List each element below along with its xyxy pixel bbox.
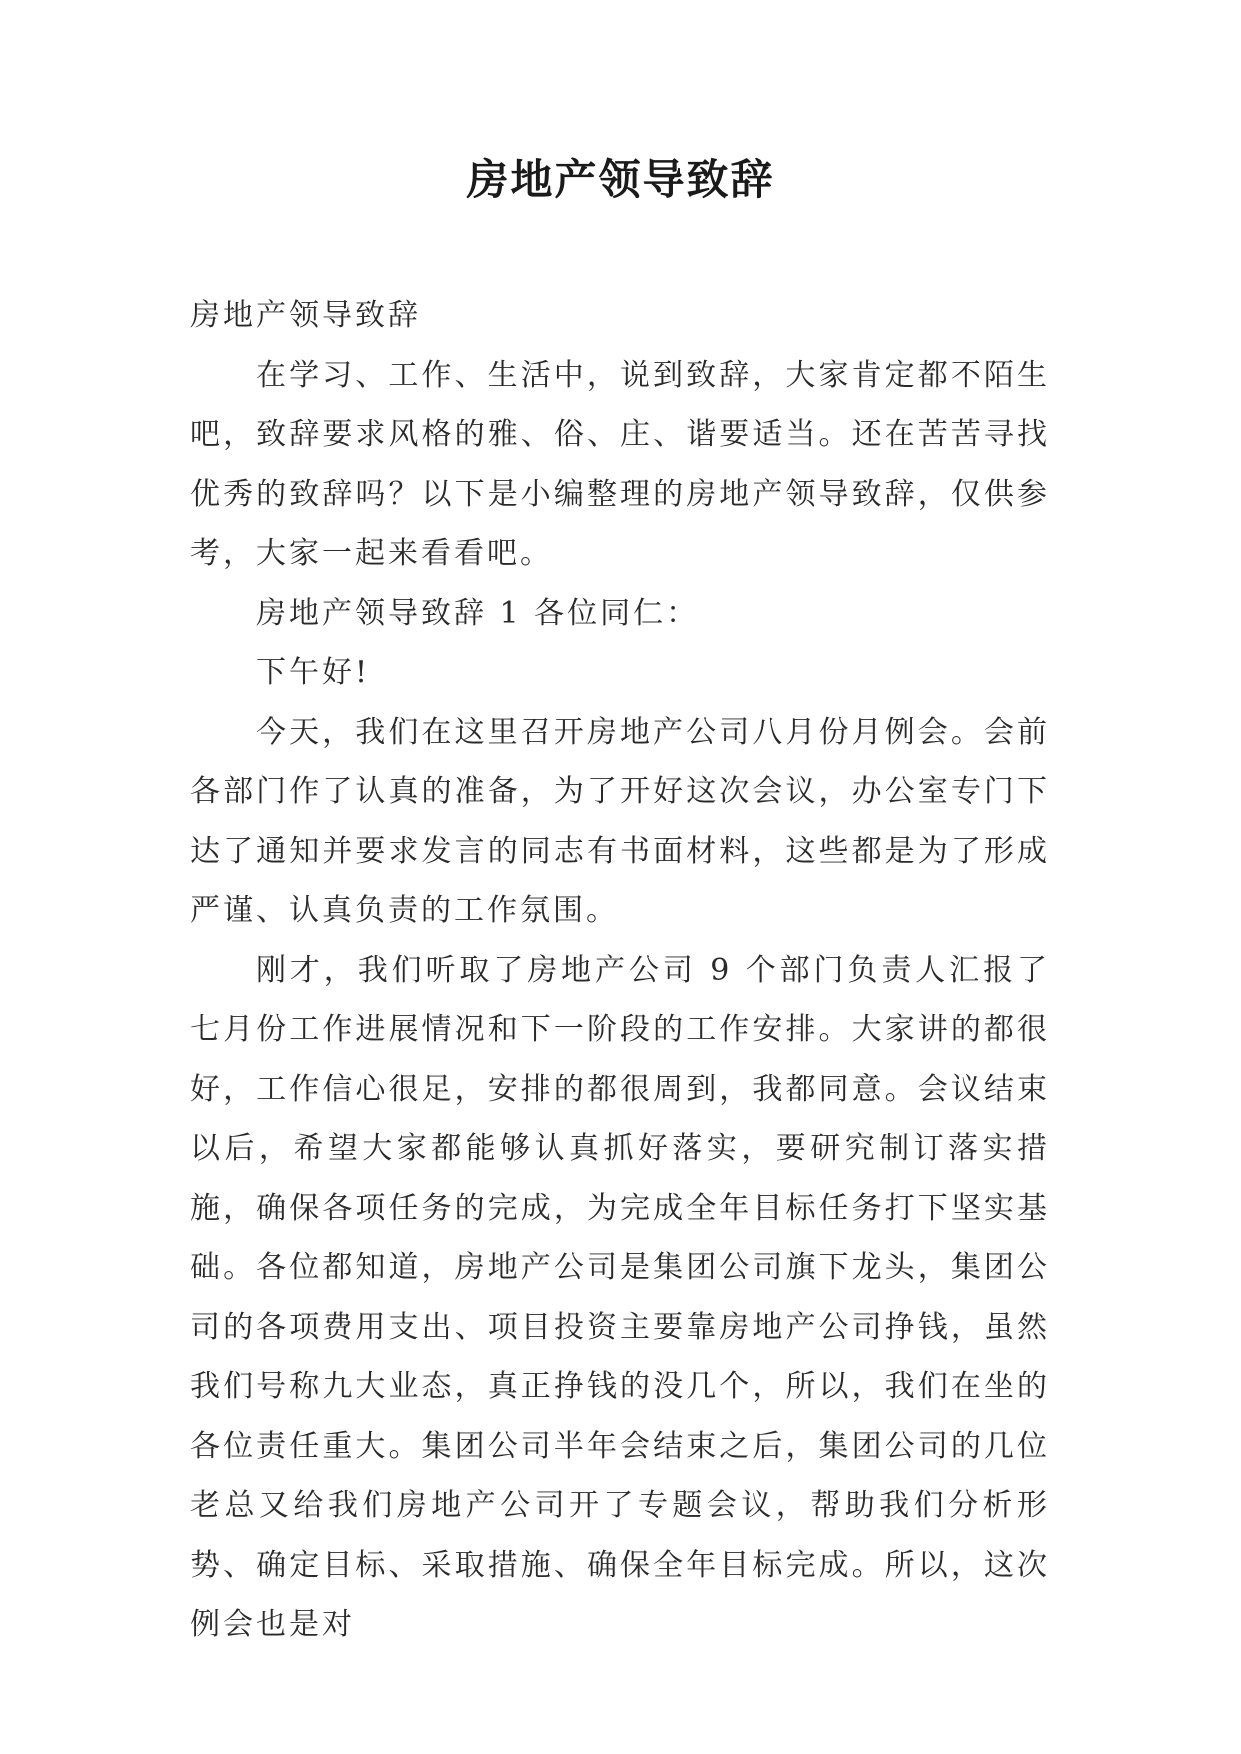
- paragraph-greeting: 下午好!: [256, 655, 371, 690]
- paragraph-meeting-intro: 今天，我们在这里召开房地产公司八月份月例会。会前各部门作了认真的准备，为了开好这次会议，办公室专门下达了通知并要求发言的同志有书面材料，这些都是为了形成严谨、认真负责的工作氛围。: [190, 714, 1050, 928]
- paragraph-intro: 在学习、工作、生活中，说到致辞，大家肯定都不陌生吧，致辞要求风格的雅、俗、庄、谐要适当。还在苦苦寻找优秀的致辞吗？以下是小编整理的房地产领导致辞，仅供参考，大家一起来看看吧。: [190, 357, 1050, 571]
- paragraph-salutation: 房地产领导致辞 1 各位同仁：: [256, 595, 700, 631]
- paragraph-report-summary: 刚才，我们听取了房地产公司 9 个部门负责人汇报了七月份工作进展情况和下一阶段的工作安排。大家讲的都很好，工作信心很足，安排的都很周到，我都同意。会议结束以后，希望大家都能够认真抓好落实，要研究制订落实措施，确保各项任务的完成，为完成全年目标任务打下坚实基础。各位都知道，房地产公司是集团公司旗下龙头，集团公司的各项费用支出、项目投资主要靠房地产公司挣钱，虽然我们号称九大业态，真正挣钱的没几个，所以，我们在坐的各位责任重大。集团公司半年会结束之后，集团公司的几位老总又给我们房地产公司开了专题会议，帮助我们分析形势、确定目标、采取措施、确保全年目标完成。所以，这次例会也是对: [190, 952, 1050, 1642]
- paragraph-heading: 房地产领导致辞: [190, 298, 421, 333]
- document-body: [190, 286, 1050, 1655]
- document-title: 房地产领导致辞: [466, 155, 775, 204]
